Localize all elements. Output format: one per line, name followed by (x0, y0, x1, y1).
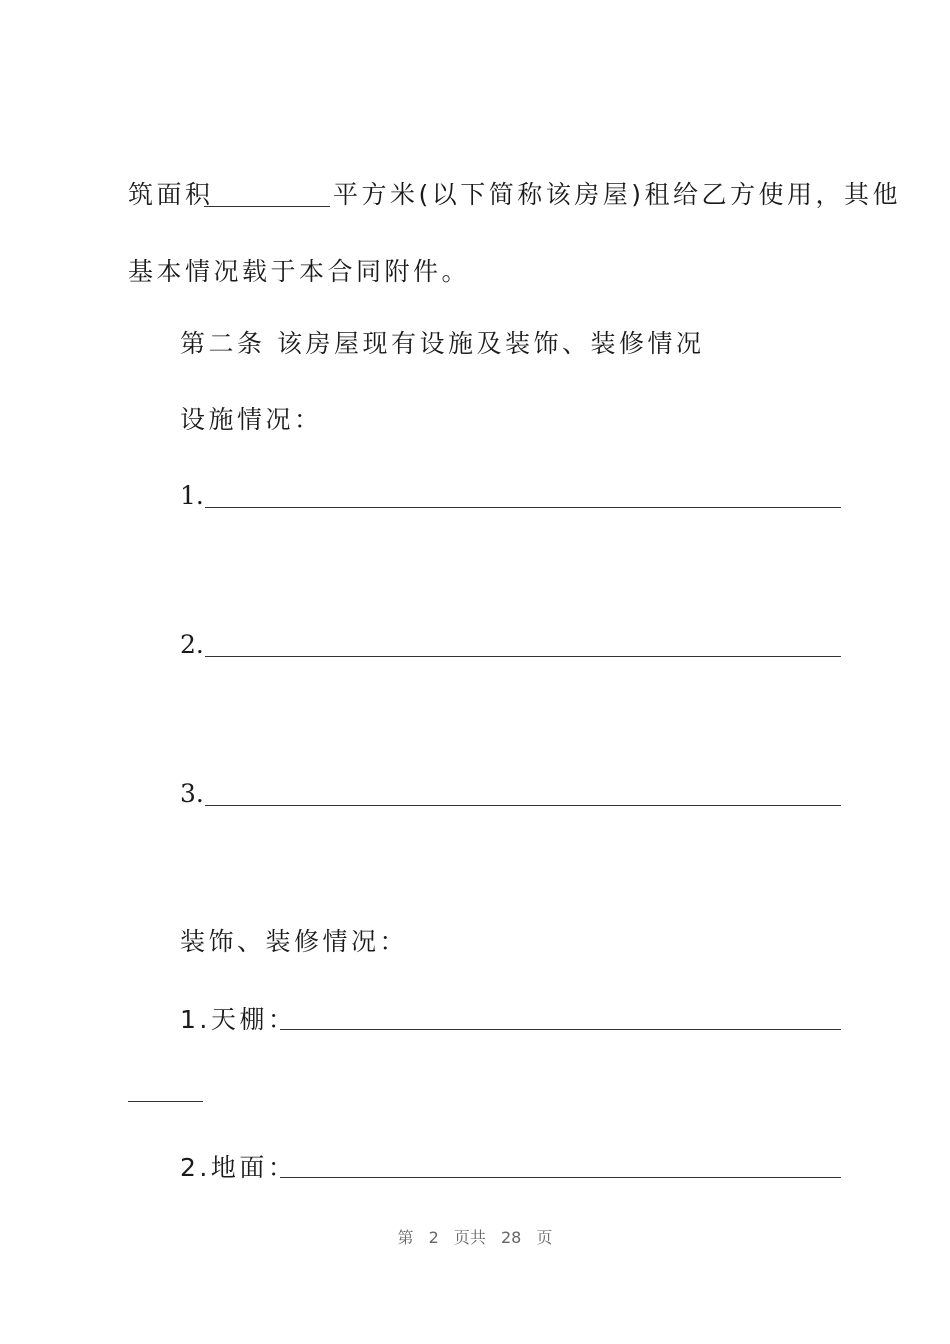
decoration-item-1 (0, 1000, 950, 1040)
page-number-text: 第 2 页共 28 页 (397, 1228, 553, 1247)
decoration-item-2 (0, 1148, 950, 1188)
body-line-2 (0, 252, 950, 292)
facility-item-1-blank[interactable] (205, 507, 841, 508)
facilities-heading-text: 设施情况： (180, 405, 323, 434)
decoration-item-1-label: 1.天棚： (180, 1005, 297, 1034)
decoration-item-2-label: 2.地面： (180, 1153, 297, 1182)
facility-item-1-label: 1. (180, 481, 204, 510)
decoration-item-2-blank[interactable] (280, 1177, 841, 1178)
page-footer (0, 1226, 950, 1250)
line1-suffix: 平方米(以下简称该房屋)租给乙方使用，其他 (333, 180, 902, 209)
article-2-heading (0, 324, 950, 364)
line1-prefix: 筑面积 (128, 180, 214, 209)
facility-item-3 (0, 774, 950, 814)
article-2-heading-text: 第二条 该房屋现有设施及装饰、装修情况 (180, 329, 705, 358)
decoration-heading (0, 922, 950, 962)
line2-text: 基本情况载于本合同附件。 (128, 257, 471, 286)
facility-item-3-label: 3. (180, 779, 204, 808)
facility-item-2 (0, 625, 950, 665)
decoration-item-1-blank[interactable] (280, 1029, 841, 1030)
body-line-1 (0, 175, 950, 215)
area-blank[interactable] (204, 206, 330, 207)
facility-item-3-blank[interactable] (205, 805, 841, 806)
decoration-heading-text: 装饰、装修情况： (180, 927, 409, 956)
facilities-heading (0, 400, 950, 440)
facility-item-2-blank[interactable] (205, 656, 841, 657)
facility-item-2-label: 2. (180, 630, 204, 659)
decoration-item-1-blank-continued[interactable] (128, 1101, 203, 1102)
facility-item-1 (0, 476, 950, 516)
